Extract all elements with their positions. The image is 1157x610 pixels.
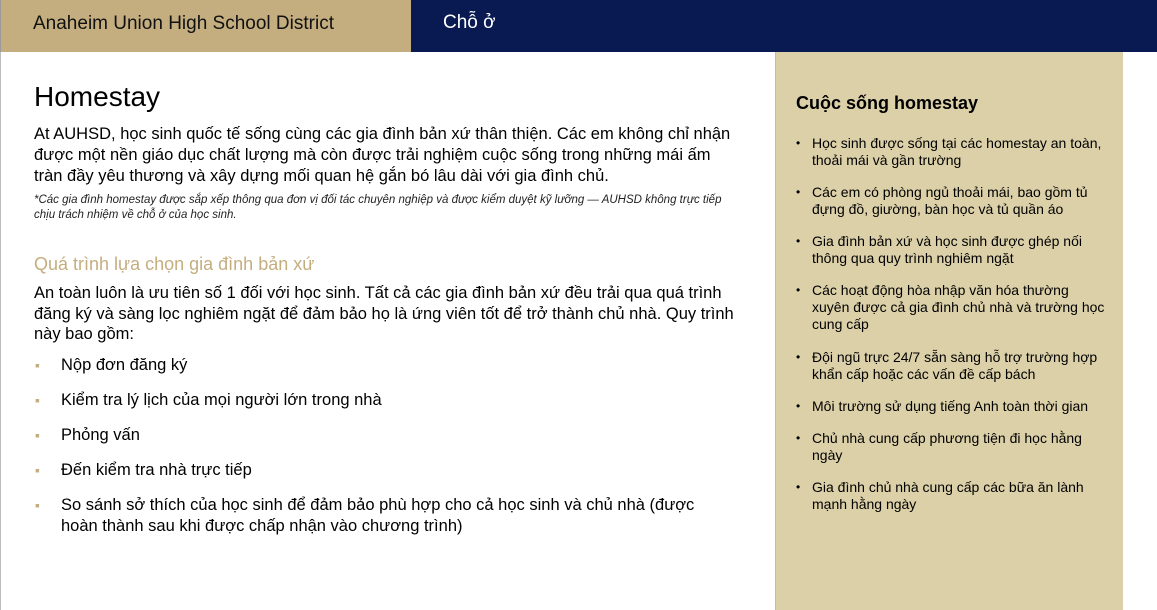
dot-bullet-icon: • bbox=[796, 136, 801, 150]
header-bar bbox=[0, 0, 1157, 52]
intro-paragraph: At AUHSD, học sinh quốc tế sống cùng các gia đình bản xứ thân thiện. Các em không chỉ nhận được một nền giáo dục chất lượng mà còn được trải nghiệm cuộc sống trong những mái ấm tràn đầy yêu thương và xây dựng mối quan hệ gắn bó lâu dài với gia đình chủ. bbox=[34, 125, 731, 185]
benefit-text: Chủ nhà cung cấp phương tiện đi học hằng ngày bbox=[812, 430, 1082, 463]
square-bullet-icon: ▪ bbox=[35, 462, 40, 478]
benefit-text: Đội ngũ trực 24/7 sẵn sàng hỗ trợ trường hợp khẩn cấp hoặc các vấn đề cấp bách bbox=[812, 349, 1098, 382]
benefit-text: Môi trường sử dụng tiếng Anh toàn thời gian bbox=[812, 398, 1089, 414]
section-title: Chỗ ở bbox=[443, 12, 496, 33]
benefit-text: Các hoạt động hòa nhập văn hóa thường xuyên được cả gia đình chủ nhà và trường học cung cấp bbox=[812, 282, 1105, 332]
dot-bullet-icon: • bbox=[796, 431, 801, 445]
dot-bullet-icon: • bbox=[796, 234, 801, 248]
dot-bullet-icon: • bbox=[796, 283, 801, 297]
dot-bullet-icon: • bbox=[796, 480, 801, 494]
step-text: Kiểm tra lý lịch của mọi người lớn trong nhà bbox=[61, 391, 382, 409]
benefit-text: Các em có phòng ngủ thoải mái, bao gồm tủ đựng đồ, giường, bàn học và tủ quần áo bbox=[812, 184, 1088, 217]
page-title: Homestay bbox=[34, 81, 161, 112]
benefit-text: Gia đình chủ nhà cung cấp các bữa ăn lành mạnh hằng ngày bbox=[812, 479, 1084, 512]
step-text: So sánh sở thích của học sinh để đảm bảo phù hợp cho cả học sinh và chủ nhà (được hoàn thành sau khi được chấp nhận vào chương trình) bbox=[61, 496, 695, 535]
district-name: Anaheim Union High School District bbox=[33, 13, 334, 34]
square-bullet-icon: ▪ bbox=[35, 497, 40, 513]
district-banner bbox=[0, 0, 411, 52]
benefit-text: Học sinh được sống tại các homestay an toàn, thoải mái và gần trường bbox=[812, 135, 1102, 168]
sidebar-title: Cuộc sống homestay bbox=[796, 93, 979, 113]
square-bullet-icon: ▪ bbox=[35, 392, 40, 408]
dot-bullet-icon: • bbox=[796, 399, 801, 413]
benefit-text: Gia đình bản xứ và học sinh được ghép nối thông qua quy trình nghiêm ngặt bbox=[812, 233, 1082, 266]
homestay-life-sidebar bbox=[776, 52, 1123, 610]
dot-bullet-icon: • bbox=[796, 185, 801, 199]
selection-paragraph: An toàn luôn là ưu tiên số 1 đối với học sinh. Tất cả các gia đình bản xứ đều trải qua quá trình đăng ký và sàng lọc nghiêm ngặt để đảm bảo họ là ứng viên tốt để trở thành chủ nhà. Quy trình này bao gồm: bbox=[34, 284, 734, 343]
dot-bullet-icon: • bbox=[796, 350, 801, 364]
square-bullet-icon: ▪ bbox=[35, 427, 40, 443]
step-text: Đến kiểm tra nhà trực tiếp bbox=[61, 461, 252, 479]
square-bullet-icon: ▪ bbox=[35, 357, 40, 373]
disclaimer-note: *Các gia đình homestay được sắp xếp thông qua đơn vị đối tác chuyên nghiệp và được kiểm duyệt kỹ lưỡng — AUHSD không trực tiếp chịu trách nhiệm về chỗ ở của học sinh. bbox=[34, 194, 722, 221]
step-text: Nộp đơn đăng ký bbox=[61, 356, 188, 374]
selection-heading: Quá trình lựa chọn gia đình bản xứ bbox=[34, 254, 315, 274]
page-left-border bbox=[0, 52, 1, 610]
section-banner bbox=[411, 0, 1157, 52]
step-text: Phỏng vấn bbox=[61, 426, 140, 444]
